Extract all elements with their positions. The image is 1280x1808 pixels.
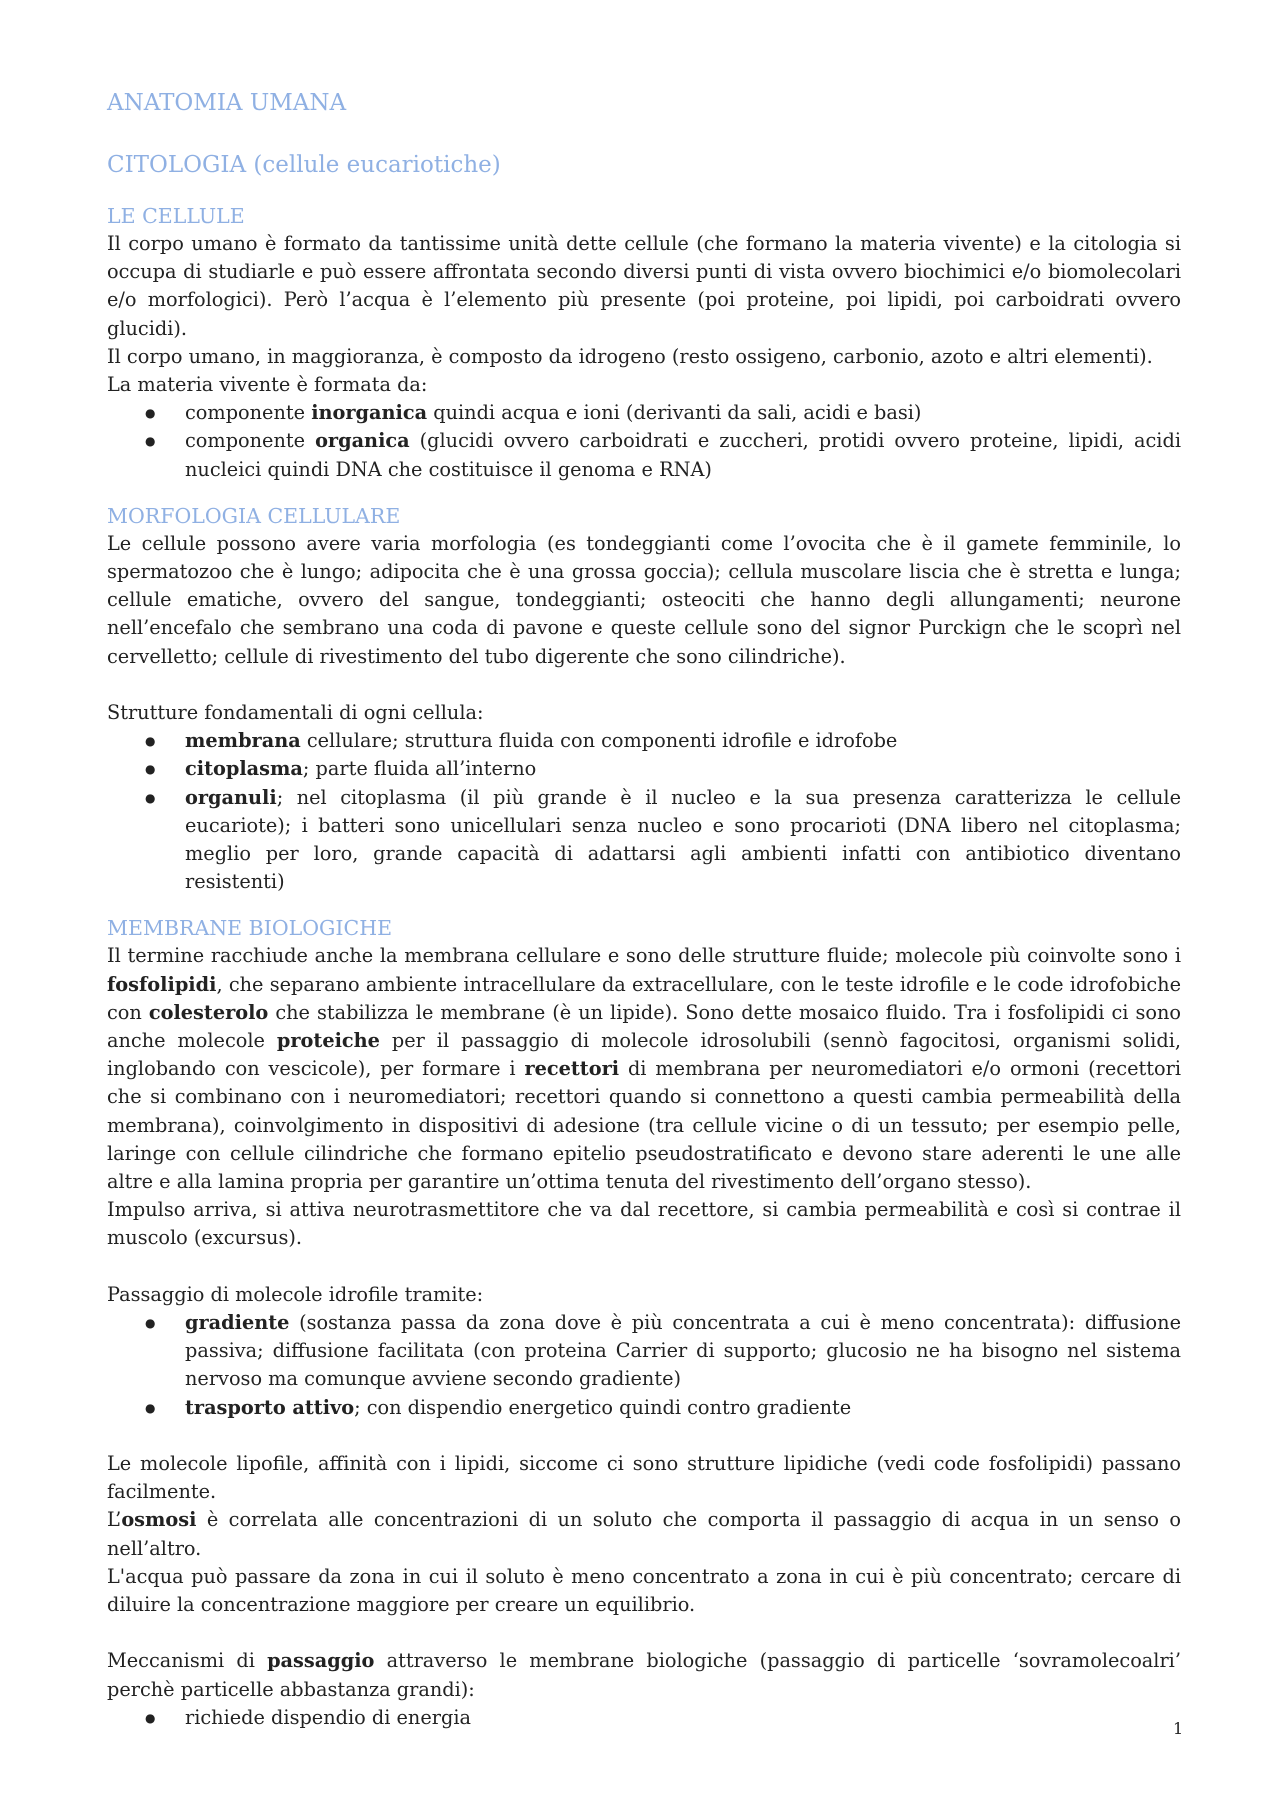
paragraph: L’osmosi è correlata alle concentrazioni di un soluto che comporta il passaggio di acqua in un senso o nell’altro.	[107, 1508, 1181, 1560]
document-title: ANATOMIA UMANA	[107, 90, 347, 116]
paragraph: Il corpo umano è formato da tantissime unità dette cellule (che formano la materia vivente) e la citologia si occupa di studiarle e può essere affrontata secondo diversi punti di vista ovvero biochimici e/o biomolecolari e/o morfologici). Però l’acqua è l’elemento più presente (poi proteine, poi lipidi, poi carboidrati ovvero glucidi).	[107, 232, 1181, 340]
document-page	[107, 88, 1181, 1732]
section-heading-morfologia: MORFOLOGIA CELLULARE	[107, 503, 401, 528]
paragraph: Passaggio di molecole idrofile tramite:	[107, 1282, 484, 1306]
document-subtitle: CITOLOGIA (cellule eucariotiche)	[107, 152, 501, 178]
bullet-list	[107, 727, 1181, 896]
list-item: ● componente inorganica quindi acqua e ioni (derivanti da sali, acidi e basi)	[107, 399, 1181, 427]
paragraph: Le molecole lipofile, affinità con i lipidi, siccome ci sono strutture lipidiche (vedi code fosfolipidi) passano facilmente.	[107, 1452, 1181, 1504]
paragraph: Meccanismi di passaggio attraverso le membrane biologiche (passaggio di particelle ‘sovramolecoalri’ perchè particelle abbastanza grandi):	[107, 1649, 1181, 1701]
paragraph: Il corpo umano, in maggioranza, è composto da idrogeno (resto ossigeno, carbonio, azoto e altri elementi).	[107, 344, 1153, 368]
list-item: ● organuli; nel citoplasma (il più grande è il nucleo e la sua presenza caratterizza le cellule eucariote); i batteri sono unicellulari senza nucleo e sono procarioti (DNA libero nel citoplasma; meglio per loro, grande capacità di adattarsi agli ambienti infatti con antibiotico diventano resistenti)	[107, 784, 1181, 897]
section-heading-cellule: LE CELLULE	[107, 204, 245, 228]
list-item: ● gradiente (sostanza passa da zona dove è più concentrata a cui è meno concentrata): diffusione passiva; diffusione facilitata (con proteina Carrier di supporto; glucosio ne ha bisogno nel sistema nervoso ma comunque avviene secondo gradiente)	[107, 1309, 1181, 1394]
list-item: ● membrana cellulare; struttura fluida con componenti idrofile e idrofobe	[107, 727, 1181, 755]
paragraph: Strutture fondamentali di ogni cellula:	[107, 701, 484, 725]
page-number: 1	[1173, 1719, 1184, 1738]
list-item: ● richiede dispendio di energia	[107, 1704, 1181, 1732]
paragraph: L'acqua può passare da zona in cui il soluto è meno concentrato a zona in cui è più concentrato; cercare di diluire la concentrazione maggiore per creare un equilibrio.	[107, 1564, 1181, 1617]
section-heading-membrane: MEMBRANE BIOLOGICHE	[107, 916, 393, 941]
list-item: ● trasporto attivo; con dispendio energetico quindi contro gradiente	[107, 1394, 1181, 1422]
list-item: ● componente organica (glucidi ovvero carboidrati e zuccheri, protidi ovvero proteine, lipidi, acidi nucleici quindi DNA che costituisce il genoma e RNA)	[107, 427, 1181, 483]
bullet-list	[107, 399, 1181, 484]
paragraph: Le cellule possono avere varia morfologia (es tondeggianti come l’ovocita che è il gamete femminile, lo spermatozoo che è lungo; adipocita che è una grossa goccia); cellula muscolare liscia che è stretta e lunga; cellule ematiche, ovvero del sangue, tondeggianti; osteociti che hanno degli allungamenti; neurone nell’encefalo che sembrano una coda di pavone e queste cellule sono del signor Purckign che le scoprì nel cervelletto; cellule di rivestimento del tubo digerente che sono cilindriche).	[107, 531, 1181, 668]
paragraph: Impulso arriva, si attiva neurotrasmettitore che va dal recettore, si cambia permeabilità e così si contrae il muscolo (excursus).	[107, 1198, 1181, 1250]
paragraph: Il termine racchiude anche la membrana cellulare e sono delle strutture fluide; molecole più coinvolte sono i fosfolipidi, che separano ambiente intracellulare da extracellulare, con le teste idrofile e le code idrofobiche con colesterolo che stabilizza le membrane (è un lipide). Sono dette mosaico fluido. Tra i fosfolipidi ci sono anche molecole proteiche per il passaggio di molecole idrosolubili (sennò fagocitosi, organismi solidi, inglobando con vescicole), per formare i recettori di membrana per neuromediatori e/o ormoni (recettori che si combinano con i neuromediatori; recettori quando si connettono a questi cambia permeabilità della membrana), coinvolgimento in dispositivi di adesione (tra cellule vicine o di un tessuto; per esempio pelle, laringe con cellule cilindriche che formano epitelio pseudostratificato e devono stare aderenti le une alle altre e alla lamina propria per garantire un’ottima tenuta del rivestimento dell’organo stesso).	[107, 944, 1181, 1194]
list-item: ● citoplasma; parte fluida all’interno	[107, 755, 1181, 783]
bullet-list	[107, 1704, 1181, 1732]
bullet-list	[107, 1309, 1181, 1422]
paragraph: La materia vivente è formata da:	[107, 373, 428, 397]
